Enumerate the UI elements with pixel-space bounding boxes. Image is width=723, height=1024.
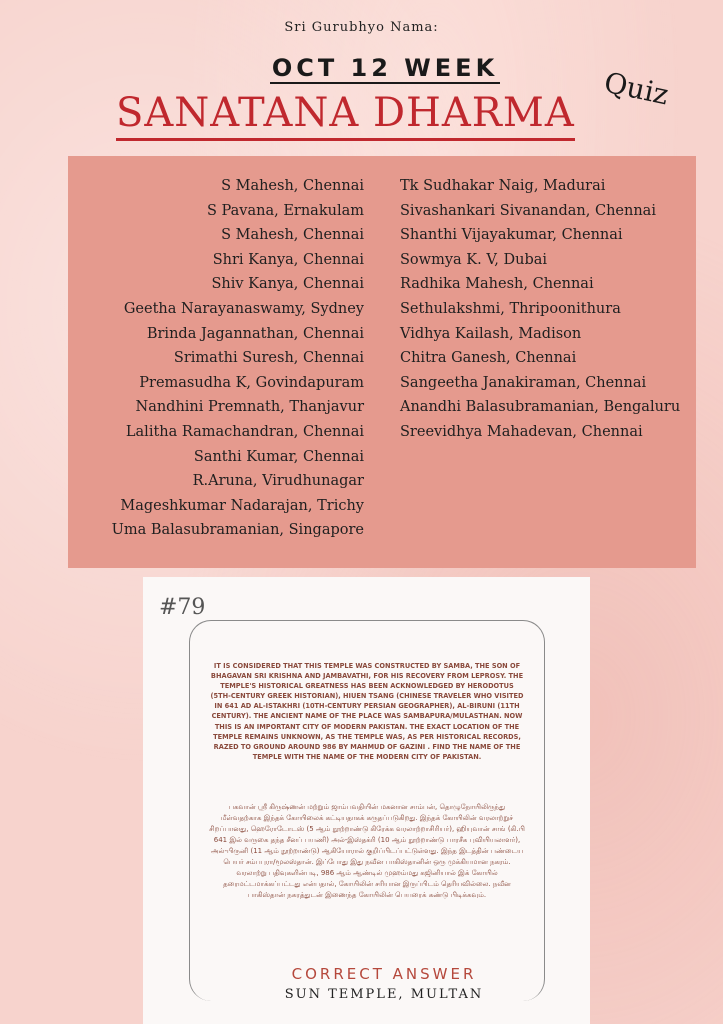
answer-box [272, 961, 496, 1009]
header-greeting: Sri Gurubhyo Nama: [284, 20, 439, 35]
list-item: Sivashankari Sivanandan, Chennai [400, 202, 656, 219]
list-item: Uma Balasubramanian, Singapore [111, 522, 364, 539]
week-title-text: OCT 12 WEEK [271, 54, 499, 82]
list-item: Vidhya Kailash, Madison [400, 325, 582, 342]
list-item: Santhi Kumar, Chennai [193, 448, 364, 465]
list-item: Sangeetha Janakiraman, Chennai [400, 374, 647, 391]
list-item: Shri Kanya, Chennai [212, 251, 364, 268]
list-item: Sreevidhya Mahadevan, Chennai [400, 423, 643, 440]
list-item: S Mahesh, Chennai [221, 227, 364, 244]
list-item: Anandhi Balasubramanian, Bengaluru [400, 399, 681, 416]
winners-right-column [400, 174, 680, 445]
list-item: Srimathi Suresh, Chennai [173, 350, 364, 367]
winners-left-column [112, 174, 364, 543]
list-item: Shanthi Vijayakumar, Chennai [400, 227, 623, 244]
list-item: Tk Sudhakar Naig, Madurai [400, 178, 606, 194]
main-title [116, 90, 646, 136]
list-item: S Mahesh, Chennai [221, 178, 364, 194]
question-english: IT IS CONSIDERED THAT THIS TEMPLE WAS CONSTRUCTED BY SAMBA, THE SON OF BHAGAVAN SRI KRISHNA AND JAMBAVATHI, FOR HIS RECOVERY FROM LEPROSY. THE TEMPLE'S HISTORICAL GREATNESS HAS BEEN ACKNOWLEDGED BY HERODOTUS (5TH-CENTURY GREEK HISTORIAN), HIUEN TSANG (CHINESE TRAVELER WHO VISITED IN 641 AD AL-ISTAKHRI (10TH-CENTURY PERSIAN GEOGRAPHER), AL-BIRUNI (11TH CENTURY). THE ANCIENT NAME OF THE PLACE WAS SAMBAPURA/MULASTHAN. NOW THIS IS AN IMPORTANT CITY OF MODERN PAKISTAN. THE EXACT LOCATION OF THE TEMPLE REMAINS UNKNOWN, AS THE TEMPLE WAS, AS PER HISTORICAL RECORDS, RAZED TO GROUND AROUND 986 BY MAHMUD OF GAZINI . FIND THE NAME OF THE TEMPLE WITH THE NAME OF THE MODERN CITY OF PAKISTAN. [210, 662, 524, 761]
quiz-tag: Quiz [601, 65, 672, 112]
quiz-number: #79 [159, 595, 206, 620]
list-item: S Pavana, Ernakulam [207, 202, 364, 219]
quiz-card [143, 577, 590, 1024]
list-item: Sethulakshmi, Thripoonithura [400, 300, 621, 317]
list-item: Brinda Jagannathan, Chennai [146, 325, 364, 342]
list-item: R.Aruna, Virudhunagar [192, 473, 364, 490]
winners-panel [68, 156, 696, 568]
list-item: Chitra Ganesh, Chennai [400, 350, 577, 367]
list-item: Nandhini Premnath, Thanjavur [135, 399, 364, 416]
list-item: Lalitha Ramachandran, Chennai [125, 423, 364, 440]
answer-label: CORRECT ANSWER [291, 965, 477, 983]
list-item: Mageshkumar Nadarajan, Trichy [120, 497, 364, 514]
list-item: Radhika Mahesh, Chennai [400, 276, 594, 293]
list-item: Shiv Kanya, Chennai [211, 276, 364, 293]
main-title-text: SANATANA DHARMA [116, 90, 575, 141]
list-item: Sowmya K. V, Dubai [400, 251, 548, 268]
list-item: Geetha Narayanaswamy, Sydney [123, 300, 364, 317]
list-item: Premasudha K, Govindapuram [139, 374, 364, 391]
answer-value: SUN TEMPLE, MULTAN [284, 987, 484, 1002]
question-tamil: பகவான் ஸ்ரீ கிருஷ்ணன் மற்றும் ஜாம்பவதியின் மகனான சாம்பன், தொழுநோயிலிருந்து மீள்வதற்காக இந்தக் கோயிலைக் கட்டியதாகக் கருதப்படுகிறது. இந்தக் கோயிலின் வரலாற்றுச் சிறப்பானது, ஹெரோடோடஸ் (5 ஆம் நூற்றாண்டு கிரேக்க வரலாற்றாசிரியர்), ஹியுவான் சாங் (கி.பி 641 இல் வருகை தந்த சீனப் பயணி) அல்-இஸ்தக்ரி (10 ஆம் நூற்றாண்டு பாரசீக புவியியலாளர்), அல்-பிருனி (11 ஆம் நூற்றாண்டு) ஆகியோரால் குறிப்பிடப்பட்டுள்ளது. இந்த இடத்தின் பண்டைய பெயர் சம்பபுரா/மூலஸ்தான். இப்போது இது நவீன பாகிஸ்தானின் ஒரு முக்கியமான நகரம். வரலாற்று பதிவுகளின்படி, 986 ஆம் ஆண்டில் முஹம்மது கஜினியால் இக் கோயில் தரைமட்டமாக்கப்பட்டது என்பதால், கோயிலின் சரியான இருப்பிடம் தெரியவில்லை. நவீன பாகிஸ்தான் நகரத்துடன் இணைந்த கோயிலின் பெயரைக் கண்டு பிடிக்கவும். [209, 803, 525, 899]
